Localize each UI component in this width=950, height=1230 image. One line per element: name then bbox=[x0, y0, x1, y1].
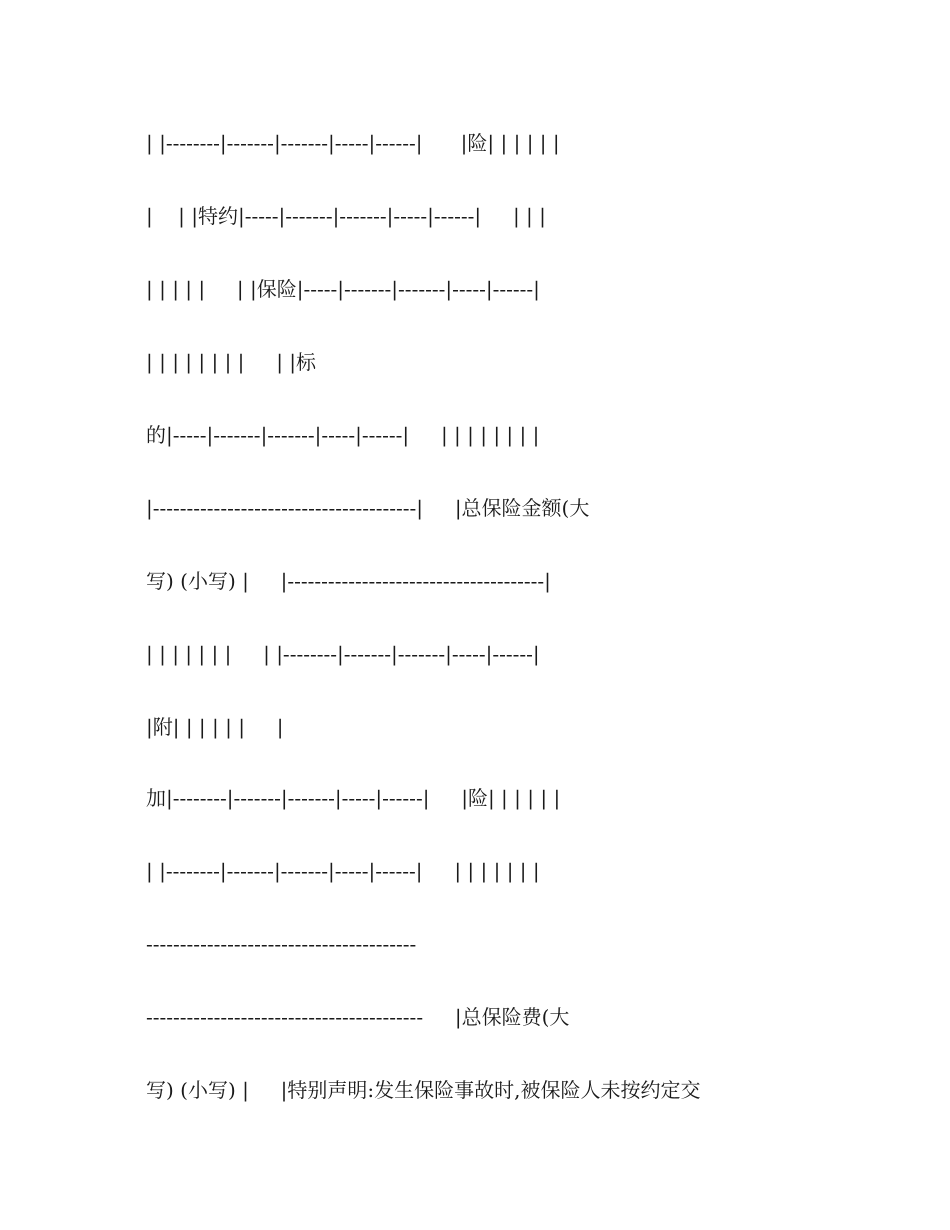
text-line: | |--------|-------|-------|-----|------| | | | | | | | bbox=[146, 859, 540, 883]
text-line: |---------------------------------------| |总保险金额(大 bbox=[146, 496, 590, 520]
text-line: | | | | | | |保险|-----|-------|-------|-----|------| bbox=[146, 277, 540, 301]
text-line: | | |特约|-----|-------|-------|-----|------| | | | bbox=[146, 204, 546, 228]
text-line: | |--------|-------|-------|-----|------| |险| | | | | | bbox=[146, 131, 560, 155]
text-line: 的|-----|-------|-------|-----|------| | | | | | | | | bbox=[146, 423, 540, 447]
text-line: |附| | | | | | | bbox=[146, 715, 284, 739]
text-line: | | | | | | | | |--------|-------|-------|-----|------| bbox=[146, 642, 540, 666]
text-line: 写) (小写) | |--------------------------------------| bbox=[146, 569, 551, 593]
text-line: 加|--------|-------|-------|-----|------| |险| | | | | | bbox=[146, 786, 561, 810]
text-line: ----------------------------------------- |总保险费(大 bbox=[146, 1005, 570, 1029]
text-line: | | | | | | | | | |标 bbox=[146, 350, 317, 374]
text-line: 写) (小写) | |特别声明:发生保险事故时,被保险人未按约定交 bbox=[146, 1078, 701, 1102]
text-line: ---------------------------------------- bbox=[146, 932, 417, 956]
